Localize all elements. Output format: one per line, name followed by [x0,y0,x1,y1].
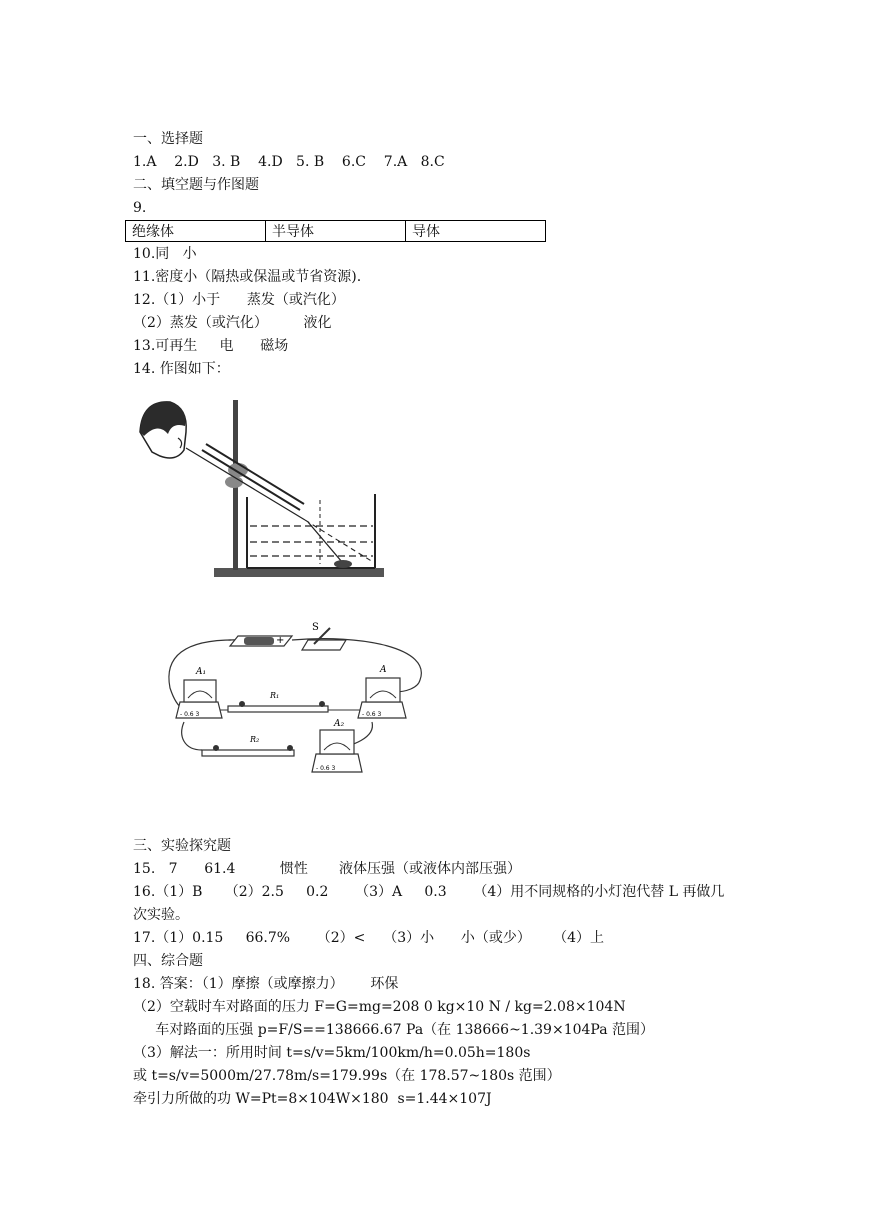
switch [302,622,346,650]
answer-18-part2: （2）空载时车对路面的压力 F=G=mg=208 0 kg×10 N / kg=2.08×104N [133,999,626,1015]
answer-15: 15. 7 61.4 惯性 液体压强（或液体内部压强） [133,861,522,877]
ammeter-a1 [176,667,222,718]
refracted-ray [308,522,342,562]
answer-12-part1: 12.（1）小于 蒸发（或汽化） [133,292,345,308]
answer-18-part6: 牵引力所做的功 W=Pt=8×104W×180 s=1.44×107J [133,1091,492,1107]
answer-9-label: 9. [133,200,147,216]
answers-1-8: 1.A 2.D 3. B 4.D 5. B 6.C 7.A 8.C [133,154,445,170]
answer-12-part2: （2）蒸发（或汽化） 液化 [133,315,332,331]
battery-holder [228,635,292,646]
table-cell-semiconductor: 半导体 [266,221,406,242]
circuit-figure [162,618,430,778]
svg-text:A: A [380,665,387,675]
svg-text:R₁: R₁ [270,691,280,700]
answer-18-part1: 18. 答案：（1）摩擦（或摩擦力） 环保 [133,976,399,992]
person-head [140,402,186,458]
answer-18-part4: （3）解法一：所用时间 t=s/v=5km/100km/h=0.05h=180s [133,1045,531,1061]
answer-18-part3: 车对路面的压强 p=F/S==138666.67 Pa（在 138666~1.39×104Pa 范围） [133,1022,655,1038]
answer-11: 11.密度小（隔热或保温或节省资源). [133,269,362,285]
answer-17: 17.（1）0.15 66.7% （2）< （3）小 小（或少） （4）上 [133,930,604,946]
svg-text:- 0.6 3: - 0.6 3 [362,711,382,718]
svg-text:A₂: A₂ [334,719,345,729]
answer-14: 14. 作图如下： [133,361,230,377]
optics-figure [130,392,390,588]
svg-text:-: - [228,635,232,646]
switch-label: S [312,622,319,633]
svg-text:- 0.6 3: - 0.6 3 [316,765,336,772]
stand-base [214,568,384,577]
table-cell-conductor: 导体 [406,221,546,242]
answer-16-part1: 16.（1）B （2）2.5 0.2 （3）A 0.3 （4）用不同规格的小灯泡代替 L 再做几 [133,884,725,900]
svg-text:- 0.6 3: - 0.6 3 [180,711,200,718]
table-cell-insulator: 绝缘体 [126,221,266,242]
section-heading-fill: 二、填空题与作图题 [133,177,259,193]
resistor-r2 [202,735,294,756]
svg-text:+: + [276,635,285,646]
object-stone [334,560,352,568]
answer-13: 13.可再生 电 磁场 [133,338,289,354]
beaker [247,494,375,568]
svg-text:R₂: R₂ [250,735,260,744]
resistor-r1 [228,691,328,712]
svg-text:A₁: A₁ [196,667,207,677]
answer-9-table [125,220,546,242]
section-heading-comprehensive: 四、综合题 [133,953,203,969]
section-heading-experiment: 三、实验探究题 [133,838,231,854]
answer-10: 10.同 小 [133,246,197,262]
ammeter-a [358,665,406,718]
answer-18-part5: 或 t=s/v=5000m/27.78m/s=179.99s（在 178.57~180s 范围） [133,1068,561,1084]
section-heading-choice: 一、选择题 [133,131,203,147]
ammeter-a2 [312,719,362,772]
answer-16-part2: 次实验。 [133,907,189,923]
viewing-tube [202,450,300,510]
